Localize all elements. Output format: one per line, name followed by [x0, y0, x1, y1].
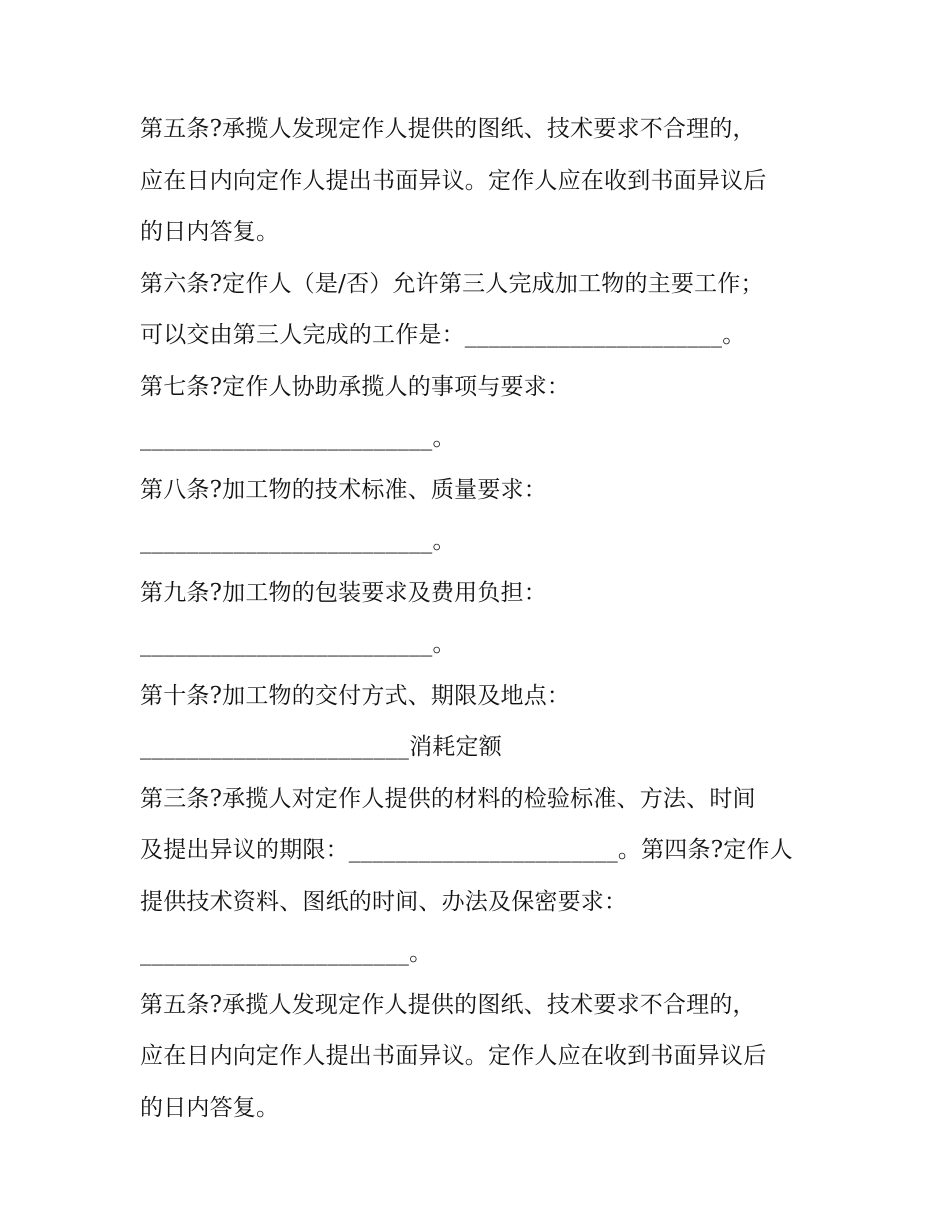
text-line: 第三条?承揽人对定作人提供的材料的检验标准、方法、时间: [140, 785, 756, 812]
text-line: 第八条?加工物的技术标准、质量要求：: [140, 476, 547, 503]
text-line: _________________________。: [140, 631, 456, 657]
text-line: 应在日内向定作人提出书面异议。定作人应在收到书面异议后: [140, 167, 767, 194]
text-line: 第九条?加工物的包装要求及费用负担：: [140, 579, 547, 606]
text-line: _______________________。: [140, 940, 433, 966]
text-line: 的日内答复。: [140, 1094, 280, 1121]
text-line: 第七条?定作人协助承揽人的事项与要求：: [140, 373, 571, 400]
text-line: _________________________。: [140, 528, 456, 554]
text-line: 第十条?加工物的交付方式、期限及地点：: [140, 682, 571, 709]
text-line: _______________________消耗定额: [140, 734, 502, 760]
text-line: 应在日内向定作人提出书面异议。定作人应在收到书面异议后: [140, 1043, 767, 1069]
text-line: 可以交由第三人完成的工作是：______________________。: [140, 322, 746, 348]
text-line: 的日内答复。: [140, 219, 280, 245]
text-line: 第六条?定作人（是/否）允许第三人完成加工物的主要工作；: [140, 270, 764, 297]
document-page: [140, 104, 820, 1134]
text-line: 第五条?承揽人发现定作人提供的图纸、技术要求不合理的，: [140, 116, 756, 142]
text-line: 第五条?承揽人发现定作人提供的图纸、技术要求不合理的，: [140, 991, 756, 1018]
text-line: _________________________。: [140, 425, 456, 451]
text-line: 提供技术资料、图纸的时间、办法及保密要求：: [140, 888, 628, 915]
text-line: 及提出异议的期限：_______________________。第四条?定作人: [140, 837, 793, 863]
